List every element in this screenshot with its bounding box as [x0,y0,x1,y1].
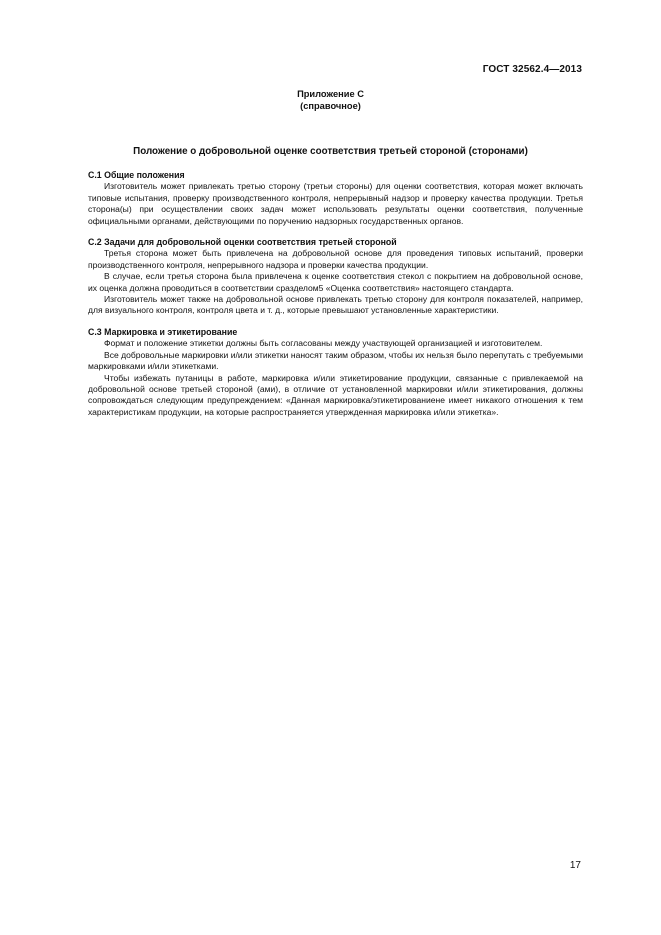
section-heading: С.1 Общие положения [88,170,185,180]
section-heading: С.3 Маркировка и этикетирование [88,326,238,337]
annex-title: Приложение С [297,89,364,99]
section-c2 [88,237,583,317]
page-number: 17 [569,860,581,871]
document-body [88,170,583,428]
paragraph: В случае, если третья сторона была привлечена к оценке соответствия стекол с покрытием на добровольной основе, их оценка должна проводиться в соответствии сразделом5 «Оценка соответствия» настоящего стандарта. [88,271,583,293]
paragraph: Формат и положение этикетки должны быть согласованы между участвующей организацией и изготовителем. [104,338,543,349]
paragraph: Чтобы избежать путаницы в работе, маркировка и/или этикетирование продукции, связанные с привлекаемой на добровольной основе третьей стороной (ами), в отличие от установленной маркировки и/или этикетирования, должны сопровождаться следующим предупреждением: «Данная маркировка/этикетированиене имеет никакого отношения к тем характеристикам продукции, на которые распространяется утвержденная маркировка и/или этикетка». [88,372,583,417]
paragraph: Третья сторона может быть привлечена на добровольной основе для проведения типовых испытаний, проверки производственного контроля, непрерывного надзора и проверки качества продукции. [88,248,583,270]
annex-subtitle: (справочное) [300,101,361,111]
paragraph: Все добровольные маркировки и/или этикетки наносят таким образом, чтобы их нельзя было перепутать с требуемыми маркировками и/или этикетками. [88,349,583,372]
section-heading: С.2 Задачи для добровольной оценки соответствия третьей стороной [88,237,397,248]
section-c1 [88,170,583,227]
document-title: Положение о добровольной оценке соответствия третьей стороной (сторонами) [133,146,528,157]
paragraph: Изготовитель может также на добровольной основе привлекать третью сторону для контроля показателей, например, для визуального контроля, контроля цвета и т. д., которые превышают установленные характеристики. [88,294,583,316]
annex-heading [0,88,661,112]
paragraph: Изготовитель может привлекать третью сторону (третьи стороны) для оценки соответствия, которая может включать типовые испытания, проверку производственного контроля, непрерывный надзор и проверку качества продукции. Третья сторона(ы) при осуществлении своих задач может использовать результаты оценки соответствия, полученные официальными органами, действующими по поручению надзорных государственных органов. [88,181,583,226]
standard-code: ГОСТ 32562.4—2013 [482,64,582,75]
section-c3 [88,327,583,418]
